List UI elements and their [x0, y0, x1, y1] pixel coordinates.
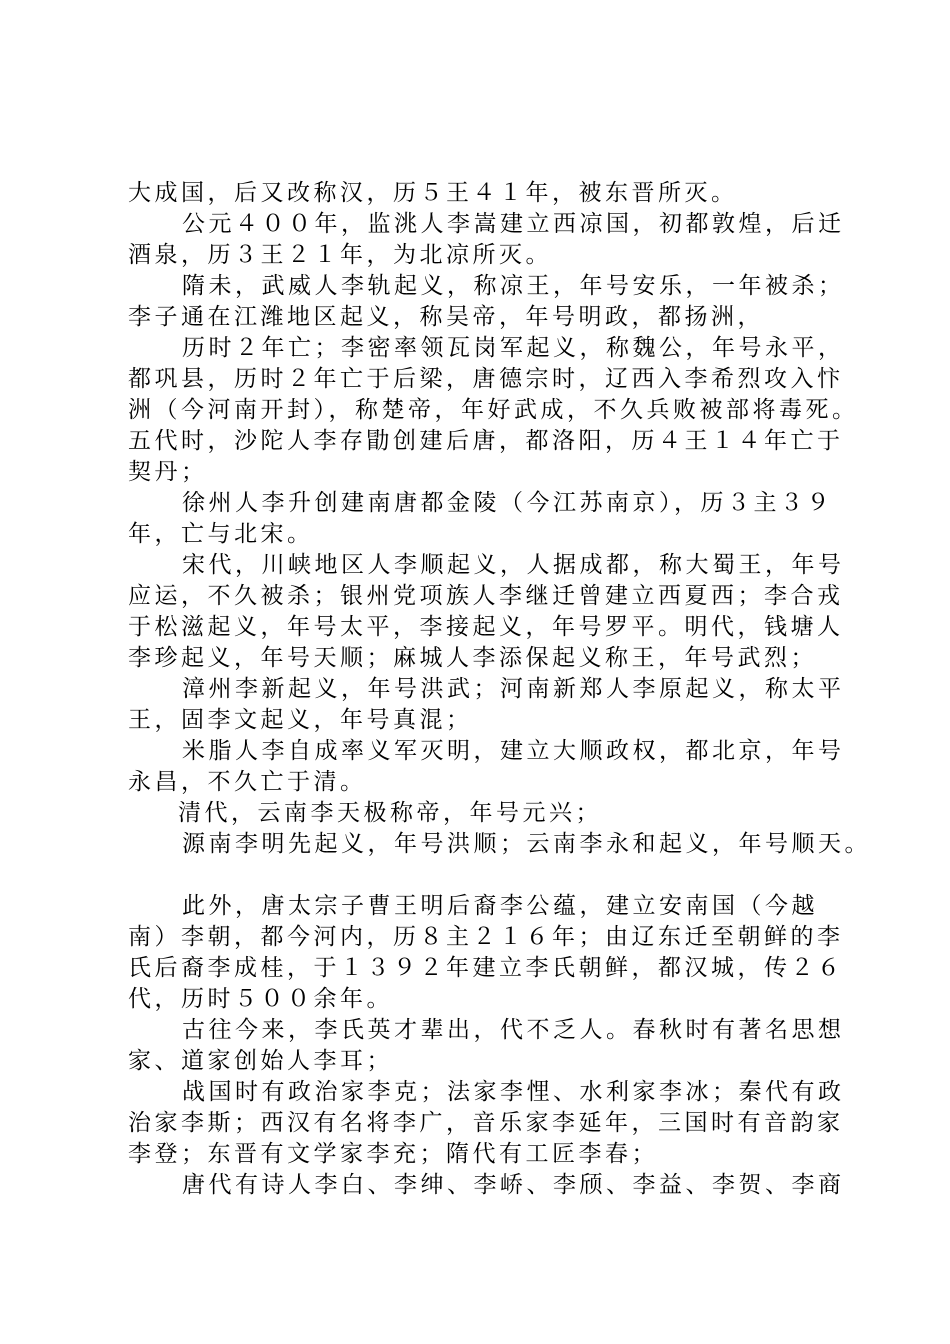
text-line-3: 酒泉，历３王２１年，为北凉所灭。 [128, 242, 552, 268]
text-line-20: 永昌，不久亡于清。 [128, 769, 367, 795]
text-line-21: 清代，云南李天极称帝，年号元兴； [178, 800, 602, 826]
text-line-12: 年，亡与北宋。 [128, 521, 314, 547]
text-line-9: 五代时，沙陀人李存勖创建后唐，都洛阳，历４王１４年亡于 [128, 428, 844, 454]
text-line-25: 氏后裔李成桂，于１３９２年建立李氏朝鲜，都汉城，传２６ [128, 955, 844, 981]
text-line-27: 古往今来，李氏英才辈出，代不乏人。春秋时有著名思想 [182, 1017, 845, 1043]
text-line-23: 此外，唐太宗子曹王明后裔李公蕴，建立安南国（今越 [182, 893, 818, 919]
text-line-31: 李登；东晋有文学家李充；隋代有工匠李春； [128, 1141, 658, 1167]
text-line-22: 源南李明先起义，年号洪顺；云南李永和起义，年号顺天。 [182, 831, 871, 857]
text-line-16: 李珍起义，年号天顺；麻城人李添保起义称王，年号武烈； [128, 645, 817, 671]
text-line-6: 历时２年亡；李密率领瓦岗军起义，称魏公，年号永平， [182, 335, 845, 361]
text-line-2: 公元４００年，监洮人李嵩建立西凉国，初都敦煌，后迁 [182, 211, 845, 237]
text-line-7: 都巩县，历时２年亡于后梁，唐德宗时，辽西入李希烈攻入忭 [128, 366, 844, 392]
text-line-1: 大成国，后又改称汉，历５王４１年，被东晋所灭。 [128, 180, 738, 206]
text-line-24: 南）李朝，都今河内，历８主２１６年；由辽东迁至朝鲜的李 [128, 924, 844, 950]
text-line-13: 宋代，川峡地区人李顺起义，人据成都，称大蜀王，年号 [182, 552, 845, 578]
text-line-17: 漳州李新起义，年号洪武；河南新郑人李原起义，称太平 [182, 676, 845, 702]
text-line-19: 米脂人李自成率义军灭明，建立大顺政权，都北京，年号 [182, 738, 845, 764]
text-line-26: 代，历时５００余年。 [128, 986, 393, 1012]
text-line-30: 治家李斯；西汉有名将李广，音乐家李延年，三国时有音韵家 [128, 1110, 844, 1136]
text-line-4: 隋未，武威人李轨起义，称凉王，年号安乐，一年被杀； [182, 273, 845, 299]
text-line-5: 李子通在江潍地区起义，称吴帝，年号明政，都扬洲， [128, 304, 764, 330]
text-line-32: 唐代有诗人李白、李绅、李峤、李颀、李益、李贺、李商 [182, 1172, 845, 1198]
text-line-29: 战国时有政治家李克；法家李悝、水利家李冰；秦代有政 [182, 1079, 845, 1105]
text-line-14: 应运，不久被杀；银州党项族人李继迁曾建立西夏西；李合戎 [128, 583, 844, 609]
text-line-11: 徐州人李升创建南唐都金陵（今江苏南京），历３主３９ [182, 490, 833, 516]
text-line-10: 契丹； [128, 459, 208, 485]
text-line-18: 王，固李文起义，年号真混； [128, 707, 473, 733]
text-line-15: 于松滋起义，年号太平，李接起义，年号罗平。明代，钱塘人 [128, 614, 844, 640]
text-line-28: 家、道家创始人李耳； [128, 1048, 393, 1074]
text-line-8: 洲（今河南开封），称楚帝，年好武成，不久兵败被部将毒死。 [128, 397, 859, 423]
